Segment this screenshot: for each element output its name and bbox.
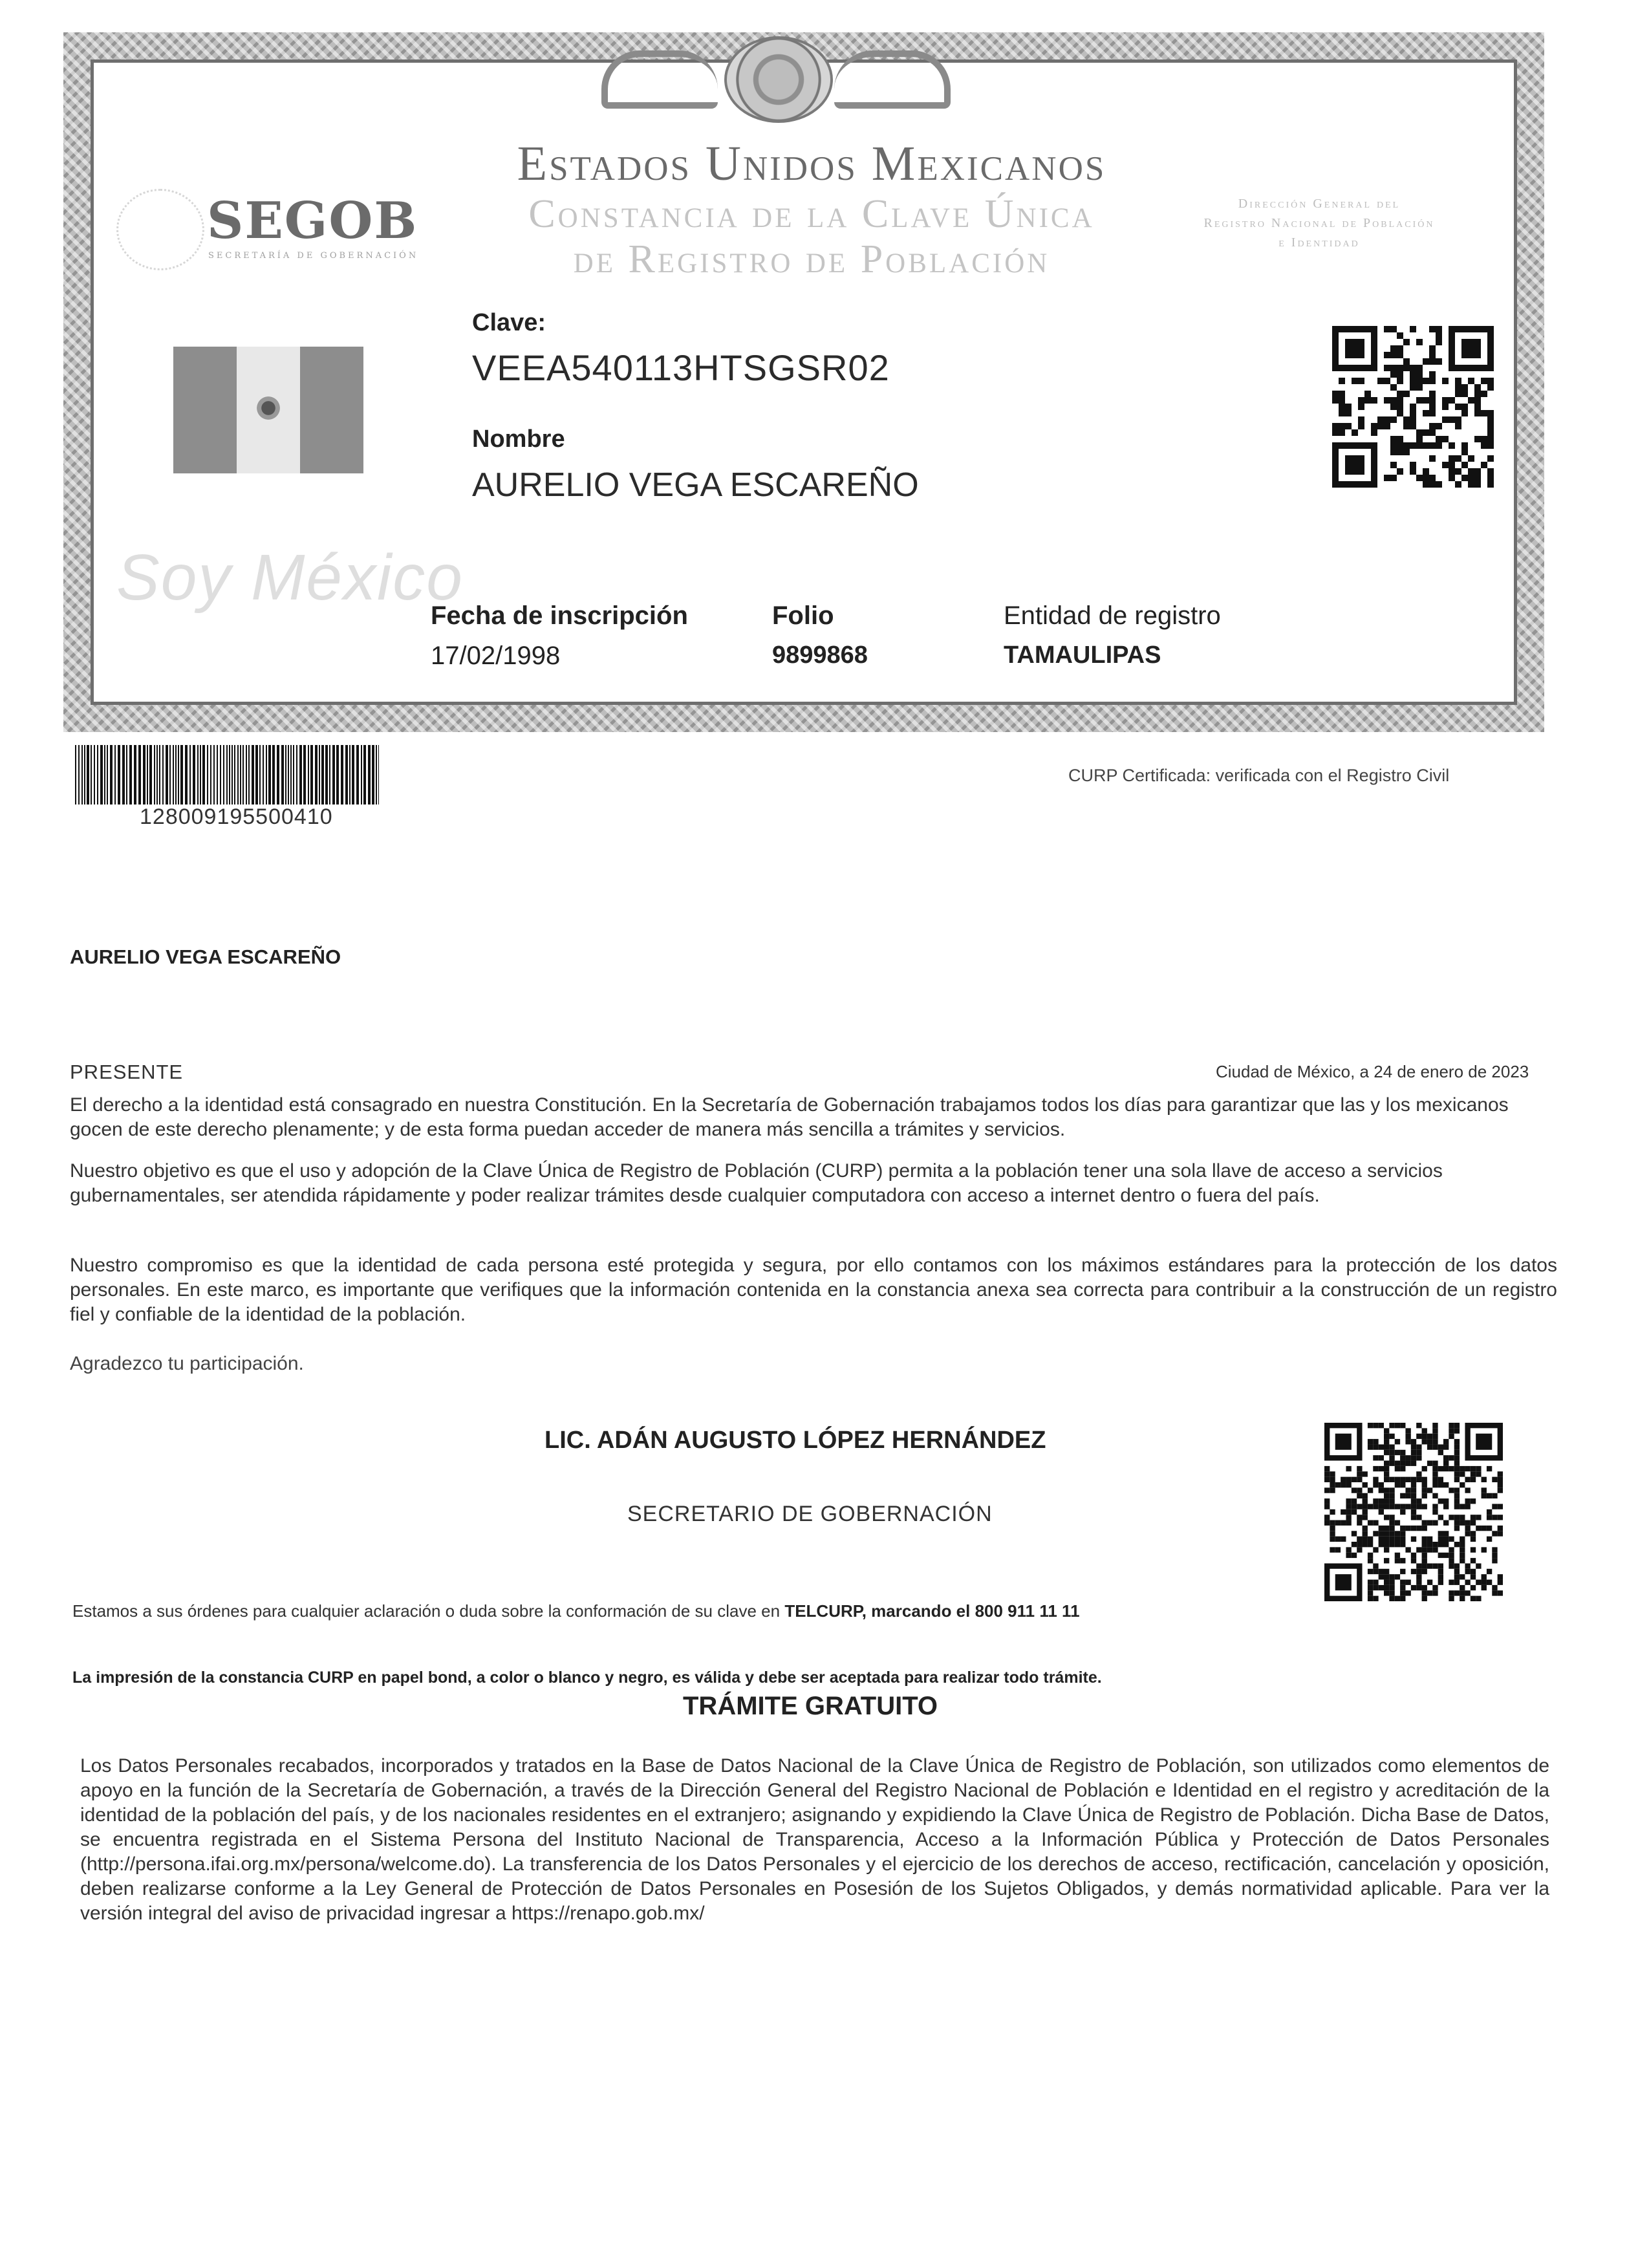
- telcurp-phone: TELCURP, marcando el 800 911 11 11: [784, 1601, 1080, 1621]
- signatory-title: SECRETARIO DE GOBERNACIÓN: [627, 1502, 993, 1526]
- segob-logo: SEGOB: [207, 191, 418, 250]
- nombre-label: Nombre: [472, 426, 565, 453]
- curp-certificada-note: CURP Certificada: verificada con el Registro Civil: [1068, 766, 1450, 785]
- title-constancia-line1: Constancia de la Clave Única: [528, 192, 1095, 236]
- recipient-name: AURELIO VEGA ESCAREÑO: [70, 945, 341, 968]
- national-crest: [595, 32, 957, 129]
- contact-note: [72, 1601, 1080, 1621]
- flag-band-left: [173, 347, 237, 473]
- qr-code-icon: [1324, 1423, 1503, 1601]
- dgr-line-2: Registro Nacional de Población: [1203, 216, 1435, 230]
- qr-code-icon: [1332, 326, 1494, 488]
- clave-value: VEEA540113HTSGSR02: [472, 347, 890, 388]
- clave-label: Clave:: [472, 309, 546, 336]
- title-constancia-line2: de Registro de Población: [573, 237, 1050, 281]
- entidad-registro-label: Entidad de registro: [1004, 601, 1221, 630]
- tramite-gratuito-heading: TRÁMITE GRATUITO: [683, 1692, 938, 1720]
- dgr-line-3: e Identidad: [1278, 235, 1360, 250]
- privacy-notice: Los Datos Personales recabados, incorporados y tratados en la Base de Datos Nacional de la Clave Única de Registro de Población, son utilizados como elementos de apoyo en la función de la Secretaría de Gobernación, a través de la Dirección General del Registro Nacional de Población e Identidad en el registro y acreditación de la identidad de la población del país, y de los nacionales residentes en el extranjero; asignando y expidiendo la Clave Única de Registro de Población. Dicha Base de Datos, se encuentra registrada en el Sistema Persona del Instituto Nacional de Transparencia, Acceso a la Información Pública y Protección de Datos Personales (http://persona.ifai.org.mx/persona/welcome.do). La transferencia de los Datos Personales y el ejercicio de los derechos de acceso, rectificación, cancelación y oposición, deben realizarse conforme a la Ley General de Protección de Datos Personales en Posesión de los Sujetos Obligados, y demás normatividad aplicable. Para ver la versión integral del aviso de privacidad ingresar a https://renapo.gob.mx/: [80, 1755, 1549, 1924]
- folio-label: Folio: [772, 601, 834, 630]
- place-date: Ciudad de México, a 24 de enero de 2023: [1216, 1062, 1529, 1081]
- paragraph-derecho-identidad: El derecho a la identidad está consagrado en nuestra Constitución. En la Secretaría de Gobernación trabajamos todos los días para garantizar que las y los mexicanos gocen de este derecho plenamente; y de esta forma puedan acceder de manera más sencilla a trámites y servicios.: [70, 1094, 1509, 1140]
- dgr-heading: [1158, 194, 1481, 252]
- folio-value: 9899868: [772, 642, 868, 669]
- nombre-value: AURELIO VEGA ESCAREÑO: [472, 466, 919, 504]
- paragraph-compromiso: Nuestro compromiso es que la identidad de cada persona esté protegida y segura, por ello contamos con los máximos estándares para la protección de los datos personales. En este marco, es importante que verifiques que la información contenida en la constancia anexa sea correcta para contribuir a la construcción de un registro fiel y confiable de la identidad de la población.: [70, 1255, 1557, 1325]
- national-seal-icon: [724, 36, 833, 123]
- barcode-number: 128009195500410: [140, 805, 333, 829]
- flag-band-right: [300, 347, 363, 473]
- entidad-registro-value: TAMAULIPAS: [1004, 642, 1161, 669]
- dgr-line-1: Dirección General del: [1238, 197, 1401, 211]
- print-validity-note: La impresión de la constancia CURP en papel bond, a color o blanco y negro, es válida y debe ser aceptada para realizar todo trámite.: [72, 1669, 1102, 1687]
- title-estados-unidos: Estados Unidos Mexicanos: [517, 136, 1106, 191]
- fecha-inscripcion-label: Fecha de inscripción: [431, 601, 688, 630]
- mexican-flag-icon: [173, 347, 363, 473]
- segob-emblem-icon: [116, 189, 204, 270]
- agradezco-text: Agradezco tu participación.: [70, 1353, 304, 1374]
- flag-eagle-icon: [252, 392, 285, 424]
- barcode-icon: [75, 745, 379, 805]
- segob-subtitle: SECRETARÍA DE GOBERNACIÓN: [208, 251, 419, 261]
- soy-mexico-watermark: Soy México: [116, 541, 464, 614]
- fecha-inscripcion-value: 17/02/1998: [431, 642, 561, 670]
- presente-label: PRESENTE: [70, 1061, 184, 1083]
- paragraph-objetivo: Nuestro objetivo es que el uso y adopción de la Clave Única de Registro de Población (CURP) permita a la población tener una sola llave de acceso a servicios gubernamentales, ser atendida rápidamente y poder realizar trámites desde cualquier computadora con acceso a internet dentro o fuera del país.: [70, 1160, 1443, 1206]
- signatory-name: LIC. ADÁN AUGUSTO LÓPEZ HERNÁNDEZ: [544, 1427, 1046, 1454]
- crest-ornament-right: [834, 50, 951, 109]
- contact-note-text: Estamos a sus órdenes para cualquier aclaración o duda sobre la conformación de su clave en: [72, 1601, 785, 1621]
- crest-ornament-left: [601, 50, 718, 109]
